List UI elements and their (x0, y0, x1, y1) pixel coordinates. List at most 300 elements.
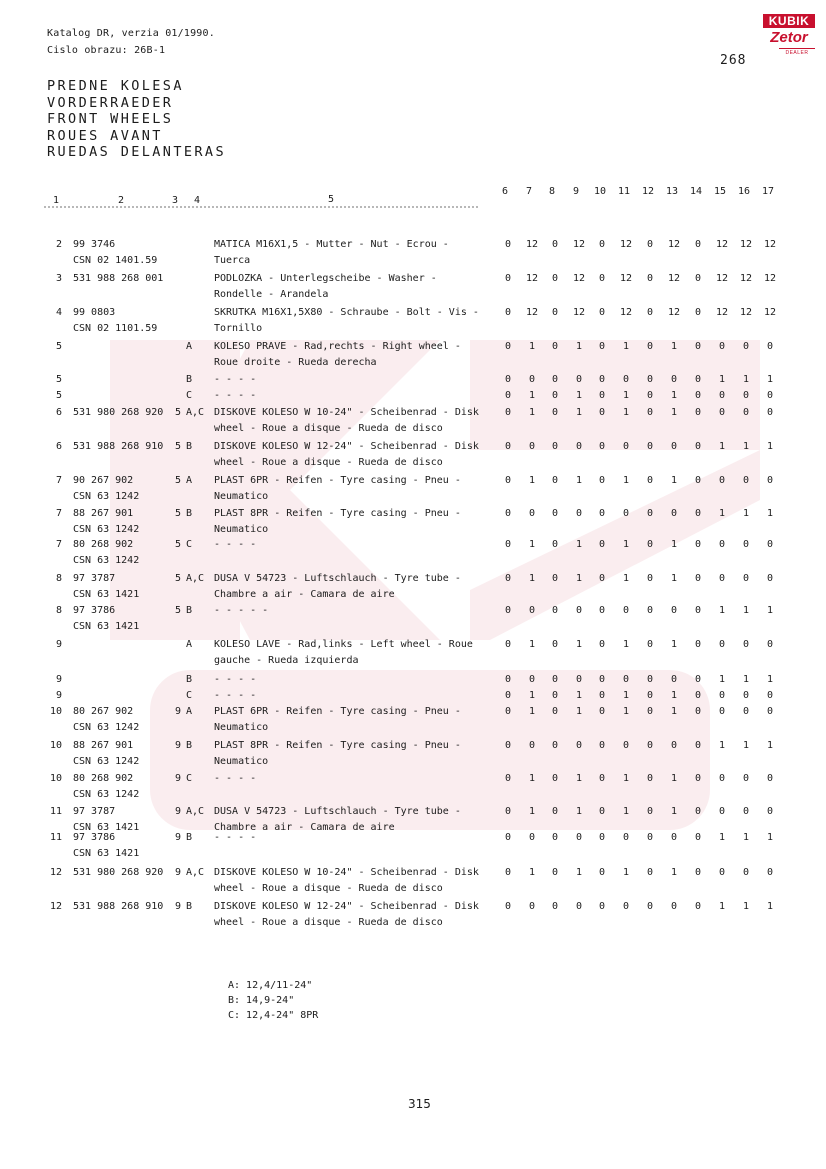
col-head-17: 17 (762, 186, 775, 197)
quantity-cell-12: 0 (646, 674, 654, 685)
quantity-grid (504, 865, 788, 881)
quantity-cell-15: 1 (718, 740, 726, 751)
quantity-cell-8: 0 (551, 508, 559, 519)
description-line-2: wheel - Roue a disque - Rueda de disco (214, 883, 443, 894)
quantity-cell-7: 0 (528, 508, 536, 519)
position-number: 7 (55, 475, 62, 486)
reference-position: 5 (175, 475, 182, 486)
quantity-cell-12: 0 (646, 508, 654, 519)
quantity-cell-16: 0 (742, 867, 750, 878)
quantity-cell-11: 0 (622, 740, 630, 751)
position-number: 10 (49, 773, 62, 784)
quantity-cell-17: 1 (766, 508, 774, 519)
quantity-cell-6: 0 (504, 573, 512, 584)
quantity-cell-17: 1 (766, 740, 774, 751)
quantity-cell-17: 0 (766, 539, 774, 550)
col-head-4: 4 (194, 195, 201, 206)
position-number: 12 (49, 867, 62, 878)
quantity-cell-16: 0 (742, 806, 750, 817)
quantity-cell-6: 0 (504, 239, 512, 250)
quantity-cell-9: 0 (575, 374, 583, 385)
quantity-cell-10: 0 (598, 539, 606, 550)
quantity-cell-6: 0 (504, 307, 512, 318)
quantity-cell-11: 1 (622, 407, 630, 418)
quantity-cell-10: 0 (598, 273, 606, 284)
quantity-cell-11: 0 (622, 832, 630, 843)
quantity-cell-9: 0 (575, 605, 583, 616)
variant-code: B (186, 441, 193, 452)
quantity-cell-10: 0 (598, 605, 606, 616)
part-number: 97 3786 (73, 832, 116, 843)
position-number: 9 (55, 674, 62, 685)
quantity-cell-8: 0 (551, 706, 559, 717)
norm-number: CSN 63 1421 (73, 848, 140, 859)
quantity-cell-14: 0 (694, 539, 702, 550)
quantity-cell-7: 1 (528, 706, 536, 717)
quantity-cell-17: 1 (766, 674, 774, 685)
quantity-cell-7: 12 (526, 239, 539, 250)
title-de: VORDERRAEDER (47, 94, 174, 111)
quantity-cell-13: 12 (668, 273, 681, 284)
quantity-cell-11: 1 (622, 539, 630, 550)
quantity-grid (504, 603, 788, 619)
position-number: 8 (55, 605, 62, 616)
norm-number: CSN 63 1421 (73, 589, 140, 600)
quantity-cell-8: 0 (551, 674, 559, 685)
part-row (0, 899, 826, 933)
quantity-cell-16: 0 (742, 690, 750, 701)
col-head-2: 2 (118, 195, 125, 206)
column-header-underline (44, 205, 484, 209)
part-row (0, 473, 826, 507)
quantity-cell-12: 0 (646, 605, 654, 616)
quantity-cell-15: 0 (718, 690, 726, 701)
quantity-cell-16: 0 (742, 573, 750, 584)
position-number: 6 (55, 441, 62, 452)
quantity-cell-14: 0 (694, 374, 702, 385)
quantity-cell-7: 0 (528, 740, 536, 751)
description-line-1: PODLOZKA - Unterlegscheibe - Washer - (214, 273, 437, 284)
quantity-cell-9: 0 (575, 740, 583, 751)
quantity-cell-13: 1 (670, 867, 678, 878)
quantity-cell-7: 0 (528, 832, 536, 843)
quantity-cell-17: 1 (766, 374, 774, 385)
quantity-cell-14: 0 (694, 508, 702, 519)
quantity-cell-7: 0 (528, 441, 536, 452)
part-row (0, 704, 826, 738)
quantity-cell-14: 0 (694, 690, 702, 701)
quantity-cell-15: 0 (718, 539, 726, 550)
description-line-1: - - - - (214, 674, 257, 685)
part-row (0, 738, 826, 772)
quantity-cell-16: 1 (742, 605, 750, 616)
reference-position: 9 (175, 832, 182, 843)
quantity-grid (504, 473, 788, 489)
quantity-cell-11: 1 (622, 690, 630, 701)
quantity-cell-10: 0 (598, 806, 606, 817)
col-head-6: 6 (502, 186, 509, 197)
reference-position: 9 (175, 706, 182, 717)
quantity-cell-16: 1 (742, 674, 750, 685)
quantity-grid (504, 388, 788, 404)
logo-middle-text: Zetor (770, 29, 808, 46)
quantity-cell-13: 1 (670, 539, 678, 550)
description-line-1: KOLESO LAVE - Rad,links - Left wheel - Roue (214, 639, 473, 650)
variant-code: B (186, 374, 193, 385)
quantity-grid (504, 537, 788, 553)
quantity-cell-11: 1 (622, 341, 630, 352)
quantity-cell-15: 0 (718, 867, 726, 878)
quantity-cell-6: 0 (504, 390, 512, 401)
reference-position: 9 (175, 740, 182, 751)
quantity-cell-17: 1 (766, 605, 774, 616)
quantity-cell-7: 0 (528, 901, 536, 912)
quantity-cell-7: 0 (528, 374, 536, 385)
footnote-a: A: 12,4/11-24" (228, 980, 313, 991)
description-line-1: MATICA M16X1,5 - Mutter - Nut - Ecrou - (214, 239, 449, 250)
part-row (0, 571, 826, 605)
quantity-cell-8: 0 (551, 901, 559, 912)
part-row (0, 771, 826, 805)
position-number: 3 (55, 273, 62, 284)
quantity-cell-6: 0 (504, 539, 512, 550)
variant-code: C (186, 390, 193, 401)
quantity-cell-9: 1 (575, 773, 583, 784)
quantity-cell-15: 0 (718, 806, 726, 817)
quantity-cell-13: 1 (670, 806, 678, 817)
description-line-1: - - - - (214, 374, 257, 385)
variant-code: A,C (186, 867, 205, 878)
quantity-cell-15: 1 (718, 441, 726, 452)
quantity-cell-13: 12 (668, 307, 681, 318)
quantity-cell-11: 0 (622, 508, 630, 519)
col-head-9: 9 (573, 186, 580, 197)
quantity-cell-12: 0 (646, 441, 654, 452)
quantity-cell-6: 0 (504, 374, 512, 385)
quantity-cell-17: 0 (766, 867, 774, 878)
variant-code: A (186, 706, 193, 717)
quantity-cell-7: 1 (528, 341, 536, 352)
variant-code: A (186, 341, 193, 352)
quantity-cell-10: 0 (598, 475, 606, 486)
quantity-cell-7: 1 (528, 690, 536, 701)
quantity-cell-15: 0 (718, 475, 726, 486)
quantity-cell-13: 12 (668, 239, 681, 250)
quantity-cell-14: 0 (694, 806, 702, 817)
col-head-7: 7 (526, 186, 533, 197)
quantity-cell-14: 0 (694, 706, 702, 717)
reference-position: 9 (175, 806, 182, 817)
quantity-cell-12: 0 (646, 867, 654, 878)
quantity-cell-14: 0 (694, 832, 702, 843)
position-number: 9 (55, 690, 62, 701)
quantity-cell-14: 0 (694, 639, 702, 650)
quantity-cell-16: 1 (742, 508, 750, 519)
quantity-cell-11: 12 (620, 307, 633, 318)
quantity-cell-9: 12 (573, 273, 586, 284)
quantity-cell-17: 0 (766, 573, 774, 584)
quantity-cell-14: 0 (694, 867, 702, 878)
quantity-cell-12: 0 (646, 706, 654, 717)
part-number: 531 980 268 920 (73, 867, 164, 878)
quantity-cell-14: 0 (694, 674, 702, 685)
position-number: 5 (55, 341, 62, 352)
position-number: 7 (55, 539, 62, 550)
part-row (0, 506, 826, 540)
quantity-cell-11: 0 (622, 605, 630, 616)
quantity-cell-14: 0 (694, 573, 702, 584)
variant-code: B (186, 674, 193, 685)
quantity-cell-17: 0 (766, 475, 774, 486)
quantity-cell-10: 0 (598, 573, 606, 584)
quantity-cell-12: 0 (646, 475, 654, 486)
quantity-cell-10: 0 (598, 390, 606, 401)
quantity-cell-13: 1 (670, 773, 678, 784)
quantity-cell-13: 0 (670, 374, 678, 385)
quantity-cell-15: 0 (718, 773, 726, 784)
quantity-cell-14: 0 (694, 773, 702, 784)
quantity-cell-6: 0 (504, 706, 512, 717)
position-number: 12 (49, 901, 62, 912)
quantity-cell-11: 1 (622, 706, 630, 717)
quantity-cell-8: 0 (551, 475, 559, 486)
variant-code: B (186, 605, 193, 616)
description-line-1: KOLESO PRAVE - Rad,rechts - Right wheel - (214, 341, 461, 352)
quantity-cell-15: 12 (716, 273, 729, 284)
quantity-cell-9: 1 (575, 573, 583, 584)
quantity-grid (504, 339, 788, 355)
col-head-13: 13 (666, 186, 679, 197)
quantity-cell-11: 1 (622, 573, 630, 584)
quantity-cell-16: 12 (740, 273, 753, 284)
quantity-cell-6: 0 (504, 475, 512, 486)
variant-code: B (186, 901, 193, 912)
col-head-12: 12 (642, 186, 655, 197)
quantity-cell-15: 0 (718, 341, 726, 352)
title-fr: ROUES AVANT (47, 127, 163, 144)
col-head-15: 15 (714, 186, 727, 197)
catalog-version: Katalog DR, verzia 01/1990. (47, 28, 215, 39)
quantity-cell-11: 1 (622, 773, 630, 784)
quantity-cell-9: 1 (575, 390, 583, 401)
quantity-cell-6: 0 (504, 341, 512, 352)
description-line-2: gauche - Rueda izquierda (214, 655, 359, 666)
description-line-1: - - - - (214, 773, 257, 784)
position-number: 2 (55, 239, 62, 250)
quantity-cell-7: 1 (528, 867, 536, 878)
quantity-cell-14: 0 (694, 407, 702, 418)
position-number: 5 (55, 374, 62, 385)
quantity-cell-10: 0 (598, 690, 606, 701)
variant-code: A,C (186, 573, 205, 584)
description-line-2: wheel - Roue a disque - Rueda de disco (214, 457, 443, 468)
quantity-cell-14: 0 (694, 441, 702, 452)
quantity-cell-13: 1 (670, 475, 678, 486)
description-line-2: Neumatico (214, 722, 269, 733)
quantity-cell-17: 0 (766, 639, 774, 650)
quantity-grid (504, 405, 788, 421)
quantity-cell-10: 0 (598, 307, 606, 318)
quantity-cell-8: 0 (551, 374, 559, 385)
quantity-grid (504, 506, 788, 522)
part-number: 531 980 268 920 (73, 407, 164, 418)
quantity-cell-17: 0 (766, 407, 774, 418)
quantity-cell-12: 0 (646, 901, 654, 912)
variant-code: A (186, 475, 193, 486)
quantity-cell-9: 12 (573, 307, 586, 318)
part-number: 531 988 268 910 (73, 441, 164, 452)
quantity-cell-6: 0 (504, 441, 512, 452)
quantity-cell-8: 0 (551, 307, 559, 318)
quantity-cell-16: 0 (742, 407, 750, 418)
quantity-cell-13: 0 (670, 901, 678, 912)
description-line-1: DISKOVE KOLESO W 10-24" - Scheibenrad - Disk (214, 867, 479, 878)
reference-position: 5 (175, 539, 182, 550)
quantity-cell-7: 1 (528, 407, 536, 418)
quantity-cell-8: 0 (551, 773, 559, 784)
quantity-cell-15: 0 (718, 390, 726, 401)
title-en: FRONT WHEELS (47, 111, 174, 127)
quantity-cell-16: 0 (742, 639, 750, 650)
position-number: 4 (55, 307, 62, 318)
quantity-cell-17: 1 (766, 441, 774, 452)
norm-number: CSN 63 1242 (73, 722, 140, 733)
quantity-cell-16: 0 (742, 539, 750, 550)
page-reference: 268 (720, 53, 747, 68)
position-number: 11 (49, 806, 62, 817)
quantity-cell-10: 0 (598, 441, 606, 452)
quantity-cell-17: 0 (766, 806, 774, 817)
variant-code: C (186, 539, 193, 550)
quantity-cell-9: 1 (575, 341, 583, 352)
part-row (0, 405, 826, 439)
quantity-cell-9: 1 (575, 539, 583, 550)
quantity-cell-16: 12 (740, 239, 753, 250)
quantity-cell-7: 1 (528, 539, 536, 550)
quantity-cell-17: 12 (764, 307, 777, 318)
quantity-cell-16: 1 (742, 901, 750, 912)
col-head-8: 8 (549, 186, 556, 197)
quantity-cell-17: 12 (764, 273, 777, 284)
col-head-14: 14 (690, 186, 703, 197)
quantity-cell-15: 0 (718, 407, 726, 418)
quantity-cell-7: 1 (528, 390, 536, 401)
quantity-cell-9: 1 (575, 806, 583, 817)
quantity-cell-8: 0 (551, 390, 559, 401)
quantity-cell-10: 0 (598, 341, 606, 352)
quantity-cell-12: 0 (646, 239, 654, 250)
quantity-cell-13: 1 (670, 639, 678, 650)
quantity-grid (504, 704, 788, 720)
quantity-cell-10: 0 (598, 508, 606, 519)
quantity-cell-12: 0 (646, 307, 654, 318)
part-row (0, 271, 826, 305)
quantity-cell-8: 0 (551, 239, 559, 250)
quantity-cell-10: 0 (598, 773, 606, 784)
quantity-cell-14: 0 (694, 341, 702, 352)
description-line-2: Neumatico (214, 491, 269, 502)
quantity-cell-13: 0 (670, 508, 678, 519)
reference-position: 9 (175, 867, 182, 878)
image-number: Cislo obrazu: 26B-1 (47, 45, 166, 56)
quantity-cell-13: 1 (670, 706, 678, 717)
part-number: 88 267 901 (73, 740, 134, 751)
quantity-cell-11: 1 (622, 390, 630, 401)
quantity-cell-16: 1 (742, 740, 750, 751)
quantity-cell-11: 12 (620, 239, 633, 250)
part-number: 97 3787 (73, 806, 116, 817)
quantity-cell-12: 0 (646, 773, 654, 784)
quantity-cell-13: 1 (670, 690, 678, 701)
quantity-cell-15: 12 (716, 239, 729, 250)
part-row (0, 237, 826, 271)
quantity-cell-12: 0 (646, 740, 654, 751)
quantity-cell-6: 0 (504, 832, 512, 843)
quantity-cell-16: 1 (742, 832, 750, 843)
quantity-grid (504, 738, 788, 754)
quantity-grid (504, 804, 788, 820)
quantity-cell-17: 0 (766, 690, 774, 701)
quantity-cell-13: 1 (670, 341, 678, 352)
quantity-cell-6: 0 (504, 690, 512, 701)
footnote-c: C: 12,4-24" 8PR (228, 1010, 319, 1021)
logo-top-text: KUBIK (763, 14, 815, 28)
quantity-cell-17: 0 (766, 773, 774, 784)
quantity-cell-8: 0 (551, 867, 559, 878)
title-sk: PREDNE KOLESA (47, 78, 184, 94)
quantity-cell-12: 0 (646, 573, 654, 584)
quantity-grid (504, 305, 788, 321)
quantity-cell-14: 0 (694, 273, 702, 284)
description-line-1: DISKOVE KOLESO W 12-24" - Scheibenrad - Disk (214, 441, 479, 452)
quantity-cell-8: 0 (551, 441, 559, 452)
part-number: 88 267 901 (73, 508, 134, 519)
quantity-cell-16: 0 (742, 706, 750, 717)
quantity-cell-8: 0 (551, 806, 559, 817)
quantity-cell-14: 0 (694, 605, 702, 616)
part-number: 97 3786 (73, 605, 116, 616)
part-row (0, 537, 826, 571)
norm-number: CSN 63 1242 (73, 789, 140, 800)
position-number: 5 (55, 390, 62, 401)
col-head-16: 16 (738, 186, 751, 197)
quantity-cell-14: 0 (694, 390, 702, 401)
quantity-cell-10: 0 (598, 374, 606, 385)
norm-number: CSN 02 1401.59 (73, 255, 158, 266)
reference-position: 9 (175, 773, 182, 784)
part-row (0, 439, 826, 473)
reference-position: 5 (175, 407, 182, 418)
position-number: 6 (55, 407, 62, 418)
description-line-1: PLAST 8PR - Reifen - Tyre casing - Pneu - (214, 740, 461, 751)
quantity-cell-7: 0 (528, 674, 536, 685)
description-line-2: Chambre a air - Camara de aire (214, 822, 395, 833)
quantity-cell-16: 1 (742, 374, 750, 385)
description-line-1: DUSA V 54723 - Luftschlauch - Tyre tube - (214, 806, 461, 817)
norm-number: CSN 63 1242 (73, 756, 140, 767)
quantity-cell-8: 0 (551, 273, 559, 284)
quantity-cell-17: 12 (764, 239, 777, 250)
quantity-cell-17: 0 (766, 706, 774, 717)
quantity-grid (504, 899, 788, 915)
quantity-cell-11: 12 (620, 273, 633, 284)
quantity-cell-8: 0 (551, 832, 559, 843)
quantity-cell-11: 1 (622, 867, 630, 878)
part-number: 80 268 902 (73, 773, 134, 784)
quantity-cell-9: 0 (575, 508, 583, 519)
quantity-cell-17: 1 (766, 901, 774, 912)
quantity-cell-11: 0 (622, 674, 630, 685)
